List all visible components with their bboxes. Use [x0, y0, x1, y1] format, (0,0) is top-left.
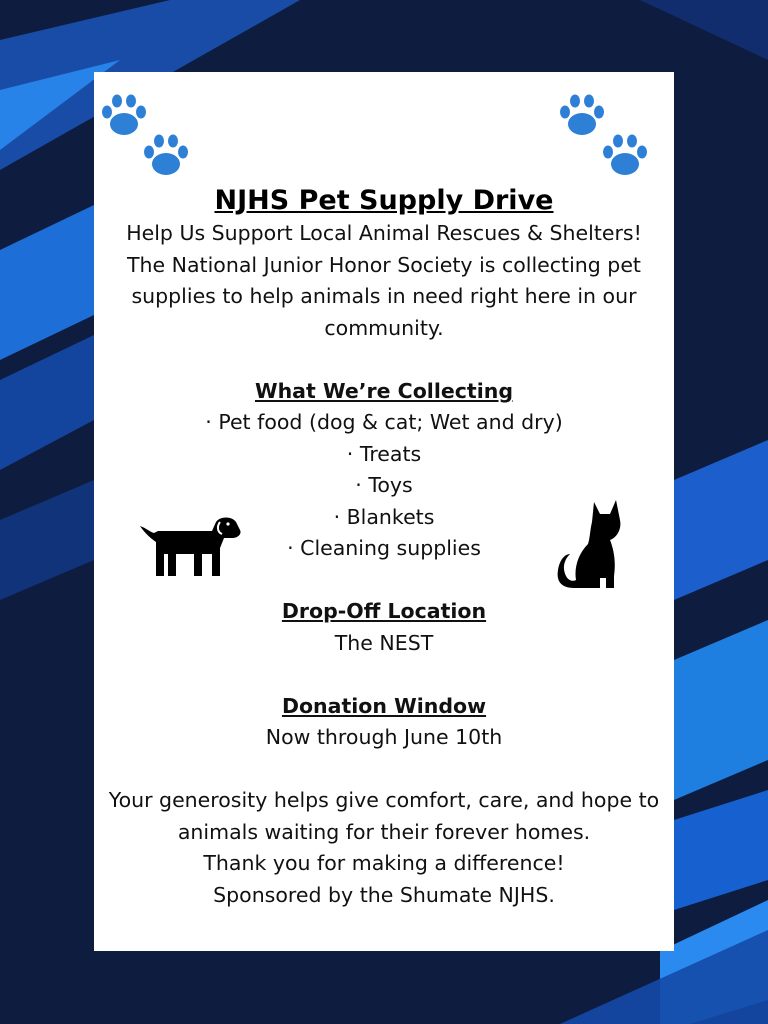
flyer-content — [94, 184, 674, 911]
flyer-title: NJHS Pet Supply Drive — [214, 185, 554, 216]
donation-window-value: Now through June 10th — [265, 725, 503, 749]
dropoff-location: The NEST — [334, 630, 434, 655]
paw-print-icon — [599, 132, 651, 178]
collecting-item: · Treats — [346, 441, 422, 466]
intro-description: The National Junior Honor Society is collecting pet supplies to help animals in need right here in our community. — [127, 252, 641, 340]
collecting-item: · Cleaning supplies — [287, 536, 481, 560]
collecting-item: · Pet food (dog & cat; Wet and dry) — [205, 410, 563, 434]
collecting-item: · Toys — [355, 473, 413, 497]
closing-thanks: Thank you for making a difference! — [203, 851, 565, 875]
flyer-card — [94, 72, 674, 951]
intro-tagline: Help Us Support Local Animal Rescues & Shelters! — [126, 221, 642, 245]
collecting-item: · Blankets — [333, 504, 435, 529]
dropoff-heading: Drop-Off Location — [281, 599, 487, 623]
closing-message: Your generosity helps give comfort, care, and hope to animals waiting for their forever homes. — [108, 788, 660, 844]
paw-print-icon — [140, 132, 192, 178]
donation-window-heading: Donation Window — [281, 693, 487, 718]
closing-sponsor: Sponsored by the Shumate NJHS. — [213, 882, 555, 907]
collecting-heading: What We’re Collecting — [254, 378, 514, 403]
